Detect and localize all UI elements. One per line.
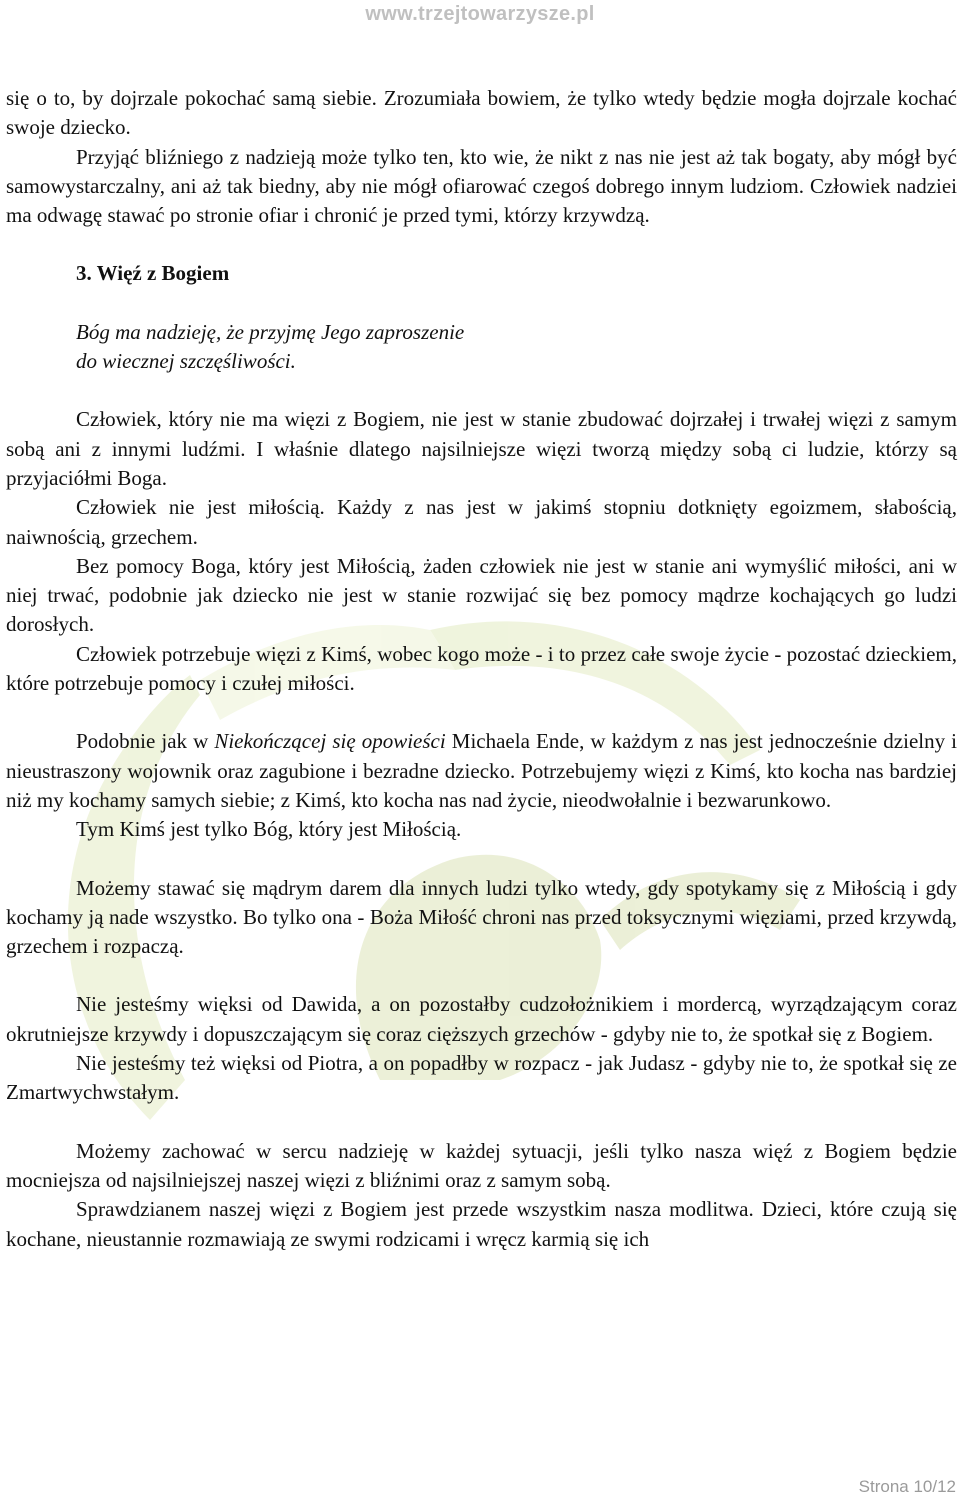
paragraph: Tym Kimś jest tylko Bóg, który jest Miłością. bbox=[76, 817, 462, 842]
paragraph: Człowiek, który nie ma więzi z Bogiem, nie jest w stanie zbudować dojrzałej i trwałej więzi z samym sobą ani z innymi ludźmi. I właśnie dlatego najsilniejsze więzi tworzą między sobą ci ludzie, którzy są przyjaciółmi Boga. bbox=[6, 407, 957, 490]
paragraph: Człowiek potrzebuje więzi z Kimś, wobec kogo może - i to przez całe swoje życie - pozostać dzieckiem, które potrzebuje pomocy i czułej miłości. bbox=[6, 641, 957, 696]
spacer bbox=[6, 845, 957, 874]
paragraph-text: Podobnie jak w bbox=[76, 729, 215, 754]
paragraph bbox=[6, 727, 957, 815]
quote-line: do wiecznej szczęśliwości. bbox=[76, 349, 296, 374]
paragraph-text: Michaela Ende, w każdym z nas jest jednocześnie dzielny i nieustraszony wojownik oraz zagubione i bezradne dziecko. Potrzebujemy więzi z Kimś, kto kocha nas bardziej niż my kochamy samych siebie; z Kimś, kto kocha nas nad życie, nieodwołalnie i bezwarunkowo. bbox=[6, 729, 958, 812]
spacer bbox=[6, 698, 957, 727]
paragraph: Możemy stawać się mądrym darem dla innych ludzi tylko wtedy, gdy spotykamy się z Miłością i gdy kochamy ją nade wszystko. Bo tylko ona - Boża Miłość chroni nas przed toksycznymi więziami, przed krzywdą, grzechem i rozpaczą. bbox=[6, 875, 957, 959]
page-content bbox=[6, 84, 957, 1254]
paragraph: Nie jesteśmy więksi od Dawida, a on pozostałby cudzołożnikiem i mordercą, wyrządzającym coraz okrutniejsze krzywdy i dopuszczającym się coraz cięższych grzechów - gdyby nie to, że spotkał się z Bogiem. bbox=[6, 992, 957, 1046]
spacer bbox=[6, 961, 957, 990]
site-url[interactable]: www.trzejtowarzysze.pl bbox=[365, 3, 595, 25]
section-heading: 3. Więź z Bogiem bbox=[76, 261, 230, 286]
paragraph: Nie jesteśmy też więksi od Piotra, a on popadłby w rozpacz - jak Judasz - gdyby nie to, że spotkał się ze Zmartwychwstałym. bbox=[6, 1051, 957, 1105]
spacer bbox=[6, 1108, 957, 1137]
book-title: Niekończącej się opowieści bbox=[214, 729, 446, 754]
paragraph: Przyjąć bliźniego z nadzieją może tylko ten, kto wie, że nikt z nas nie jest aż tak bogaty, aby mógł być samowystarczalny, ani aż tak biedny, aby nie mógł ofiarować czegoś dobrego innym ludziom. Człowiek nadziei ma odwagę stawać po stronie ofiar i chronić je przed tymi, którzy krzywdzą. bbox=[6, 144, 957, 228]
paragraph: Bez pomocy Boga, który jest Miłością, żaden człowiek nie jest w stanie ani wymyślić miłości, ani w niej trwać, podobnie jak dziecko nie jest w stanie rozwijać się bez pomocy mądrze kochających go ludzi dorosłych. bbox=[6, 553, 957, 637]
paragraph: się o to, by dojrzale pokochać samą siebie. Zrozumiała bowiem, że tylko wtedy będzie mogła dojrzale kochać swoje dziecko. bbox=[6, 86, 957, 140]
quote-line: Bóg ma nadzieję, że przyjmę Jego zaproszenie bbox=[76, 319, 465, 344]
spacer bbox=[6, 289, 957, 318]
paragraph: Możemy zachować w sercu nadzieję w każdej sytuacji, jeśli tylko nasza więź z Bogiem będzie mocniejsza od najsilniejszej naszej więzi z bliźnimi oraz z samym sobą. bbox=[6, 1138, 957, 1192]
paragraph: Człowiek nie jest miłością. Każdy z nas jest w jakimś stopniu dotknięty egoizmem, słabością, naiwnością, grzechem. bbox=[6, 495, 957, 549]
spacer bbox=[6, 376, 957, 405]
spacer bbox=[6, 230, 957, 259]
page-number: Strona 10/12 bbox=[858, 1477, 956, 1496]
paragraph: Sprawdzianem naszej więzi z Bogiem jest przede wszystkim nasza modlitwa. Dzieci, które czują się kochane, nieustannie rozmawiają ze swymi rodzicami i wręcz karmią się ich bbox=[6, 1197, 957, 1251]
